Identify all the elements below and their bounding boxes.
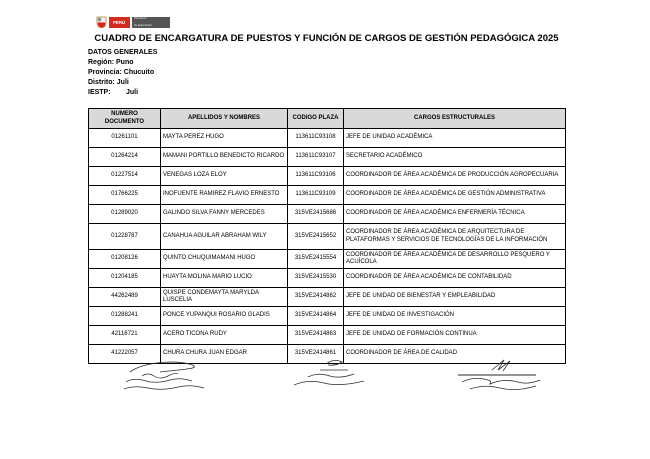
general-data-block	[88, 48, 157, 98]
cell-name: PONCE YUPANQUI ROSARIO GLADIS	[161, 307, 288, 326]
cell-code: 113611C93108	[288, 129, 344, 148]
table-row	[89, 224, 566, 250]
cell-name: ACERO TICONA RUDY	[161, 326, 288, 345]
iestp-line	[88, 88, 157, 98]
table-row	[89, 307, 566, 326]
table-row	[89, 326, 566, 345]
cell-doc: 42116721	[89, 326, 161, 345]
cell-name: MAMANI PORTILLO BENEDICTO RICARDO	[161, 148, 288, 167]
cell-code: 315VE2414864	[288, 307, 344, 326]
cell-doc: 01228787	[89, 224, 161, 250]
peru-flag-label	[109, 17, 130, 28]
cell-code: 315VE2415554	[288, 250, 344, 269]
cell-code: 315VE2414863	[288, 326, 344, 345]
table-row	[89, 186, 566, 205]
cell-cargo: JEFE DE UNIDAD DE FORMACIÓN CONTINUA	[344, 326, 566, 345]
signatures-area	[88, 358, 565, 406]
col-header-codigo-plaza: CODIGO PLAZA	[288, 109, 344, 129]
cell-name: HUAYTA MOLINA MARIO LUCIO	[161, 269, 288, 288]
cell-name: VENEGAS LOZA ELOY	[161, 167, 288, 186]
cell-cargo: JEFE DE UNIDAD DE BIENESTAR Y EMPLEABILIDAD	[344, 288, 566, 307]
table-row	[89, 269, 566, 288]
gov-logo-bar	[96, 16, 170, 28]
signature-left-icon	[116, 360, 236, 396]
cell-cargo: JEFE DE UNIDAD DE INVESTIGACIÓN	[344, 307, 566, 326]
cell-name: INOFUENTE RAMIREZ FLAVIO ERNESTO	[161, 186, 288, 205]
table-row	[89, 129, 566, 148]
cell-doc: 01227514	[89, 167, 161, 186]
cell-doc: 01264214	[89, 148, 161, 167]
table-row	[89, 288, 566, 307]
cell-cargo: COORDINADOR DE ÁREA ACADÉMICA DE GESTIÓN ADMINISTRATIVA	[344, 186, 566, 205]
iestp-label: IESTP:	[88, 89, 111, 96]
distrito-line: Distrito: Juli	[88, 79, 129, 86]
cell-doc: 01288241	[89, 307, 161, 326]
signature-center-icon	[278, 358, 388, 398]
page-title: CUADRO DE ENCARGATURA DE PUESTOS Y FUNCIÓN DE CARGOS DE GESTIÓN PEDAGÓGICA 2025	[94, 33, 559, 44]
ministry-label-box	[132, 17, 170, 28]
table-row	[89, 205, 566, 224]
cell-code: 113611C93106	[288, 167, 344, 186]
provincia-line: Provincia: Chucuito	[88, 69, 155, 76]
cell-code: 113611C93107	[288, 148, 344, 167]
iestp-value: Juli	[126, 89, 139, 96]
cell-cargo: COORDINADOR DE ÁREA ACADÉMICA DE ARQUITECTURA DE PLATAFORMAS Y SERVICIOS DE TECNOLOGÍAS DE LA INFORMACIÓN	[344, 224, 566, 250]
cell-doc: 01766225	[89, 186, 161, 205]
cell-cargo: SECRETARIO ACADÉMICO	[344, 148, 566, 167]
cell-name: GALINDO SILVA FANNY MERCEDES	[161, 205, 288, 224]
col-header-numero-documento: NUMERO DOCUMENTO	[89, 109, 161, 129]
col-header-apellidos-nombres: APELLIDOS Y NOMBRES	[161, 109, 288, 129]
table-header-row	[89, 109, 566, 129]
cell-cargo: COORDINADOR DE ÁREA DE CALIDAD	[344, 345, 566, 364]
cell-cargo: COORDINADOR DE ÁREA ACADÉMICA DE CONTABILIDAD	[344, 269, 566, 288]
ministry-line1: Ministerio	[134, 17, 147, 20]
col-header-cargos-estructurales: CARGOS ESTRUCTURALES	[344, 109, 566, 129]
cell-name: CHURA CHURA JUAN EDGAR	[161, 345, 288, 364]
cell-code: 315VE2414862	[288, 288, 344, 307]
cell-code: 315VE2415530	[288, 269, 344, 288]
peru-coat-of-arms-icon	[96, 16, 107, 28]
cell-code: 113611C93109	[288, 186, 344, 205]
positions-table	[88, 108, 566, 364]
cell-doc: 01204185	[89, 269, 161, 288]
region-line: Región: Puno	[88, 59, 134, 66]
cell-doc: 41222057	[89, 345, 161, 364]
cell-cargo: JEFE DE UNIDAD ACADÉMICA	[344, 129, 566, 148]
table-row	[89, 148, 566, 167]
cell-name: CANAHUA AGUILAR ABRAHAM WILY	[161, 224, 288, 250]
cell-doc: 01208126	[89, 250, 161, 269]
cell-cargo: COORDINADOR DE ÁREA ACADÉMICA ENFERMERÍA TÉCNICA	[344, 205, 566, 224]
cell-cargo: COORDINADOR DE ÁREA ACADÉMICA DE DESARROLLO PESQUERO Y ACUÍCOLA	[344, 250, 566, 269]
cell-doc: 01289020	[89, 205, 161, 224]
table-row	[89, 167, 566, 186]
signature-right-icon	[440, 358, 560, 398]
ministry-line2: de Educación	[134, 24, 152, 27]
cell-doc: 44262489	[89, 288, 161, 307]
peru-label: PERÚ	[113, 19, 126, 25]
cell-doc: 01261101	[89, 129, 161, 148]
cell-name: MAYTA PEREZ HUGO	[161, 129, 288, 148]
cell-name: QUISPE CONDEMAYTA MARYLDA LUSCELIA	[161, 288, 288, 307]
cell-name: QUINTO CHUQUIMAMANI HUGO	[161, 250, 288, 269]
cell-code: 315VE2415652	[288, 224, 344, 250]
cell-code: 315VE2415686	[288, 205, 344, 224]
cell-code: 315VE2414861	[288, 345, 344, 364]
datos-generales-label: DATOS GENERALES	[88, 49, 158, 56]
table-row	[89, 250, 566, 269]
cell-cargo: COORDINADOR DE ÁREA ACADÉMICA DE PRODUCCIÓN AGROPECUARIA	[344, 167, 566, 186]
